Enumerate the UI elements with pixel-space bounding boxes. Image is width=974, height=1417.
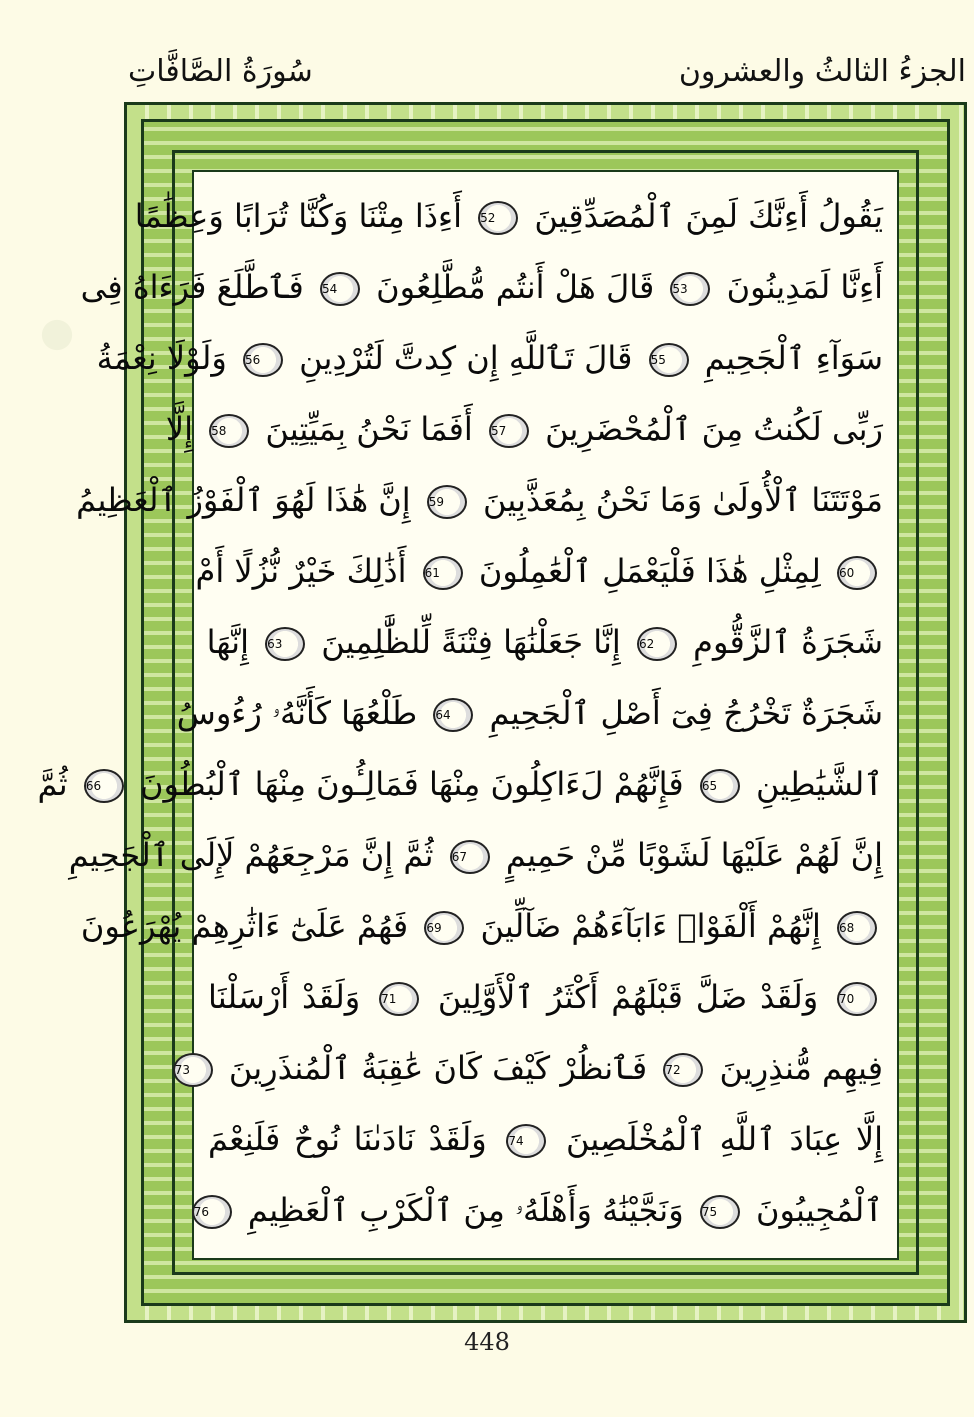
text-line: [165, 399, 883, 459]
verse-text: أَذَٰلِكَ خَيْرٌ نُّزُلًا أَمْ: [195, 552, 407, 590]
verse-text: فِيهِم مُّنذِرِينَ: [719, 1049, 883, 1087]
verse-text: وَلَقَدْ أَرْسَلْنَا: [208, 978, 361, 1016]
verse-text: أَءِذَا مِتْنَا وَكُنَّا تُرَابًا وَعِظَٰمًا: [134, 197, 462, 235]
quran-text-area: [37, 170, 899, 1260]
verse-text: إِلَّا: [165, 410, 193, 448]
verse-text: وَنَجَّيْنَٰهُ وَأَهْلَهُۥ مِنَ ٱلْكَرْبِ ٱلْعَظِيمِ: [247, 1191, 684, 1229]
text-line: [80, 257, 883, 317]
text-line: [134, 186, 883, 246]
text-line: [68, 825, 883, 885]
ayah-number-marker: 69: [424, 911, 464, 945]
ayah-number-marker: 68: [837, 911, 877, 945]
text-line: [208, 1109, 883, 1169]
ayah-number-marker: 56: [243, 343, 283, 377]
verse-text: إِنَّهَا: [206, 623, 249, 661]
verse-text: إِنَّهُمْ أَلْفَوْا۟ ءَابَآءَهُمْ ضَآلِّينَ: [480, 907, 821, 945]
juz-title: الجزءُ الثالثُ والعشرون: [678, 54, 966, 89]
text-line: [176, 683, 883, 743]
text-line: [37, 754, 883, 814]
verse-text: طَلْعُهَا كَأَنَّهُۥ رُءُوسُ: [176, 694, 418, 732]
ayah-number-marker: 64: [433, 698, 473, 732]
verse-text: فَٱطَّلَعَ فَرَءَاهُ فِى: [80, 268, 304, 306]
verse-text: ثُمَّ إِنَّ مَرْجِعَهُمْ لَإِلَى ٱلْجَحِيمِ: [68, 836, 434, 874]
ayah-number-marker: 60: [837, 556, 877, 590]
ayah-number-marker: 66: [84, 769, 124, 803]
verse-text: إِنَّ هَٰذَا لَهُوَ ٱلْفَوْزُ ٱلْعَظِيمُ: [76, 481, 411, 519]
surah-title: سُورَةُ الصَّافَّاتِ: [128, 54, 313, 89]
ayah-number-marker: 75: [700, 1195, 740, 1229]
ayah-number-marker: 52: [478, 201, 518, 235]
verse-text: شَجَرَةٌ تَخْرُجُ فِىٓ أَصْلِ ٱلْجَحِيمِ: [489, 694, 883, 732]
ayah-number-marker: 76: [192, 1195, 232, 1229]
ayah-number-marker: 72: [663, 1053, 703, 1087]
ayah-number-marker: 59: [427, 485, 467, 519]
ayah-number-marker: 65: [700, 769, 740, 803]
verse-text: فَإِنَّهُمْ لَءَاكِلُونَ مِنْهَا فَمَالِـُٔونَ مِنْهَا ٱلْبُطُونَ: [140, 765, 684, 803]
verse-text: ثُمَّ: [37, 765, 68, 803]
text-line: [195, 541, 883, 601]
page-header: [128, 48, 966, 96]
ayah-number-marker: 63: [265, 627, 305, 661]
ayah-number-marker: 57: [489, 414, 529, 448]
text-line: [208, 612, 883, 672]
verse-text: قَالَ هَلْ أَنتُم مُّطَّلِعُونَ: [376, 268, 655, 306]
text-line: [96, 328, 883, 388]
verse-text: سَوَآءِ ٱلْجَحِيمِ: [704, 339, 883, 377]
verse-text: فَهُمْ عَلَىٰٓ ءَاثَٰرِهِمْ يُهْرَعُونَ: [80, 907, 409, 945]
text-line: [76, 470, 883, 530]
page-number: 448: [464, 1328, 510, 1356]
ayah-number-marker: 55: [649, 343, 689, 377]
verse-text: مَوْتَتَنَا ٱلْأُولَىٰ وَمَا نَحْنُ بِمُعَذَّبِينَ: [482, 481, 883, 519]
text-line: [174, 1038, 883, 1098]
verse-text: إِلَّا عِبَادَ ٱللَّهِ ٱلْمُخْلَصِينَ: [565, 1120, 884, 1158]
verse-text: رَبِّى لَكُنتُ مِنَ ٱلْمُحْضَرِينَ: [545, 410, 883, 448]
verse-text: يَقُولُ أَءِنَّكَ لَمِنَ ٱلْمُصَدِّقِينَ: [534, 197, 883, 235]
verse-text: فَٱنظُرْ كَيْفَ كَانَ عَٰقِبَةُ ٱلْمُنذَرِينَ: [228, 1049, 648, 1087]
ayah-number-marker: 61: [423, 556, 463, 590]
text-line: [208, 967, 883, 1027]
ayah-number-marker: 58: [209, 414, 249, 448]
text-line: [80, 896, 883, 956]
ayah-number-marker: 73: [173, 1053, 213, 1087]
verse-text: قَالَ تَٱللَّهِ إِن كِدتَّ لَتُرْدِينِ: [299, 339, 633, 377]
verse-text: إِنَّ لَهُمْ عَلَيْهَا لَشَوْبًا مِّنْ حَمِيمٍ: [505, 836, 883, 874]
verse-text: ٱلْمُجِيبُونَ: [756, 1191, 883, 1229]
verse-text: شَجَرَةُ ٱلزَّقُّومِ: [693, 623, 883, 661]
ayah-number-marker: 54: [320, 272, 360, 306]
verse-text: لِمِثْلِ هَٰذَا فَلْيَعْمَلِ ٱلْعَٰمِلُونَ: [478, 552, 821, 590]
ayah-number-marker: 53: [670, 272, 710, 306]
verse-text: ٱلشَّيَٰطِينِ: [756, 765, 883, 803]
ayah-number-marker: 71: [379, 982, 419, 1016]
verse-text: أَءِنَّا لَمَدِينُونَ: [726, 268, 883, 306]
ayah-number-marker: 62: [637, 627, 677, 661]
verse-text: وَلَقَدْ نَادَىٰنَا نُوحٌ فَلَنِعْمَ: [208, 1120, 487, 1158]
verse-text: وَلَقَدْ ضَلَّ قَبْلَهُمْ أَكْثَرُ ٱلْأَوَّلِينَ: [437, 978, 819, 1016]
ayah-number-marker: 70: [837, 982, 877, 1016]
verse-text: أَفَمَا نَحْنُ بِمَيِّتِينَ: [265, 410, 473, 448]
ayah-number-marker: 67: [450, 840, 490, 874]
text-line: [193, 1180, 883, 1240]
verse-text: إِنَّا جَعَلْنَٰهَا فِتْنَةً لِّلظَّٰلِمِينَ: [321, 623, 621, 661]
ayah-number-marker: 74: [506, 1124, 546, 1158]
verse-text: وَلَوْلَا نِعْمَةُ: [96, 339, 227, 377]
